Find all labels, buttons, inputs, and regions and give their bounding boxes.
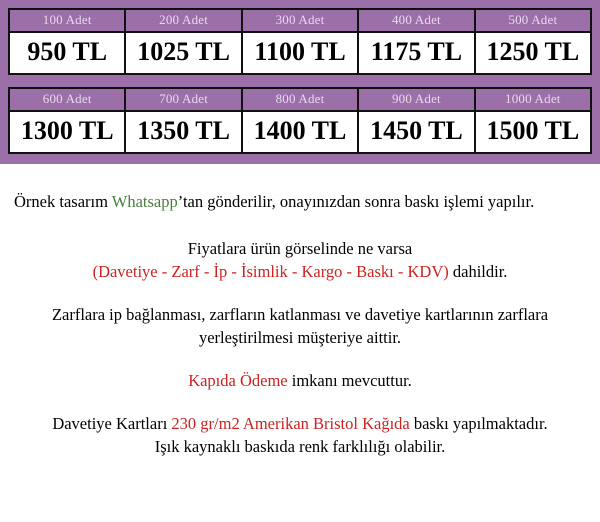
note-text: Zarflara ip bağlanması, zarfların katlanması ve davetiye kartlarının zarflara — [51, 305, 549, 324]
pricing-cell — [359, 89, 475, 152]
note-included — [12, 237, 588, 283]
pricing-cell — [476, 89, 590, 152]
quantity-label: 600 Adet — [10, 89, 124, 112]
price-value: 1175 TL — [359, 33, 473, 73]
quantity-label: 1000 Adet — [476, 89, 590, 112]
price-value: 1025 TL — [126, 33, 240, 73]
quantity-label: 700 Adet — [126, 89, 240, 112]
price-value: 1100 TL — [243, 33, 357, 73]
pricing-cell — [359, 10, 475, 73]
quantity-label: 200 Adet — [126, 10, 240, 33]
note-text: ’tan gönderilir, onayınızdan sonra baskı işlemi yapılır. — [177, 192, 535, 211]
quantity-label: 800 Adet — [243, 89, 357, 112]
price-value: 1500 TL — [476, 112, 590, 152]
note-paper — [12, 412, 588, 458]
pricing-cell — [126, 10, 242, 73]
pricing-cell — [243, 10, 359, 73]
pricing-cell — [476, 10, 590, 73]
note-text: Fiyatlara ürün görselinde ne varsa — [187, 239, 413, 258]
note-text: imkanı mevcuttur. — [287, 371, 412, 390]
note-text: Örnek tasarım — [14, 192, 112, 211]
whatsapp-highlight: Whatsapp — [111, 192, 178, 211]
paper-type-highlight: 230 gr/m2 Amerikan Bristol Kağıda — [171, 414, 410, 433]
price-value: 1250 TL — [476, 33, 590, 73]
quantity-label: 900 Adet — [359, 89, 473, 112]
quantity-label: 300 Adet — [243, 10, 357, 33]
note-customer-responsibility — [12, 303, 588, 349]
included-items-highlight: (Davetiye - Zarf - İp - İsimlik - Kargo - Baskı - KDV) — [92, 262, 449, 281]
price-value: 1450 TL — [359, 112, 473, 152]
pricing-table — [0, 0, 600, 164]
note-text: yerleştirilmesi müşteriye aittir. — [198, 328, 402, 347]
note-whatsapp — [12, 190, 588, 213]
price-value: 950 TL — [10, 33, 124, 73]
pricing-cell — [126, 89, 242, 152]
cash-on-delivery-highlight: Kapıda Ödeme — [188, 371, 288, 390]
quantity-label: 400 Adet — [359, 10, 473, 33]
quantity-label: 100 Adet — [10, 10, 124, 33]
price-value: 1400 TL — [243, 112, 357, 152]
pricing-row-2 — [8, 87, 592, 154]
pricing-cell — [10, 10, 126, 73]
note-text: baskı yapılmaktadır. — [409, 414, 548, 433]
note-payment — [12, 369, 588, 392]
note-text: dahildir. — [448, 262, 508, 281]
note-text: Davetiye Kartları — [52, 414, 172, 433]
pricing-cell — [243, 89, 359, 152]
price-value: 1300 TL — [10, 112, 124, 152]
note-text: Işık kaynaklı baskıda renk farklılığı olabilir. — [154, 437, 446, 456]
notes-section — [0, 164, 600, 458]
pricing-row-1 — [8, 8, 592, 75]
quantity-label: 500 Adet — [476, 10, 590, 33]
pricing-cell — [10, 89, 126, 152]
price-value: 1350 TL — [126, 112, 240, 152]
